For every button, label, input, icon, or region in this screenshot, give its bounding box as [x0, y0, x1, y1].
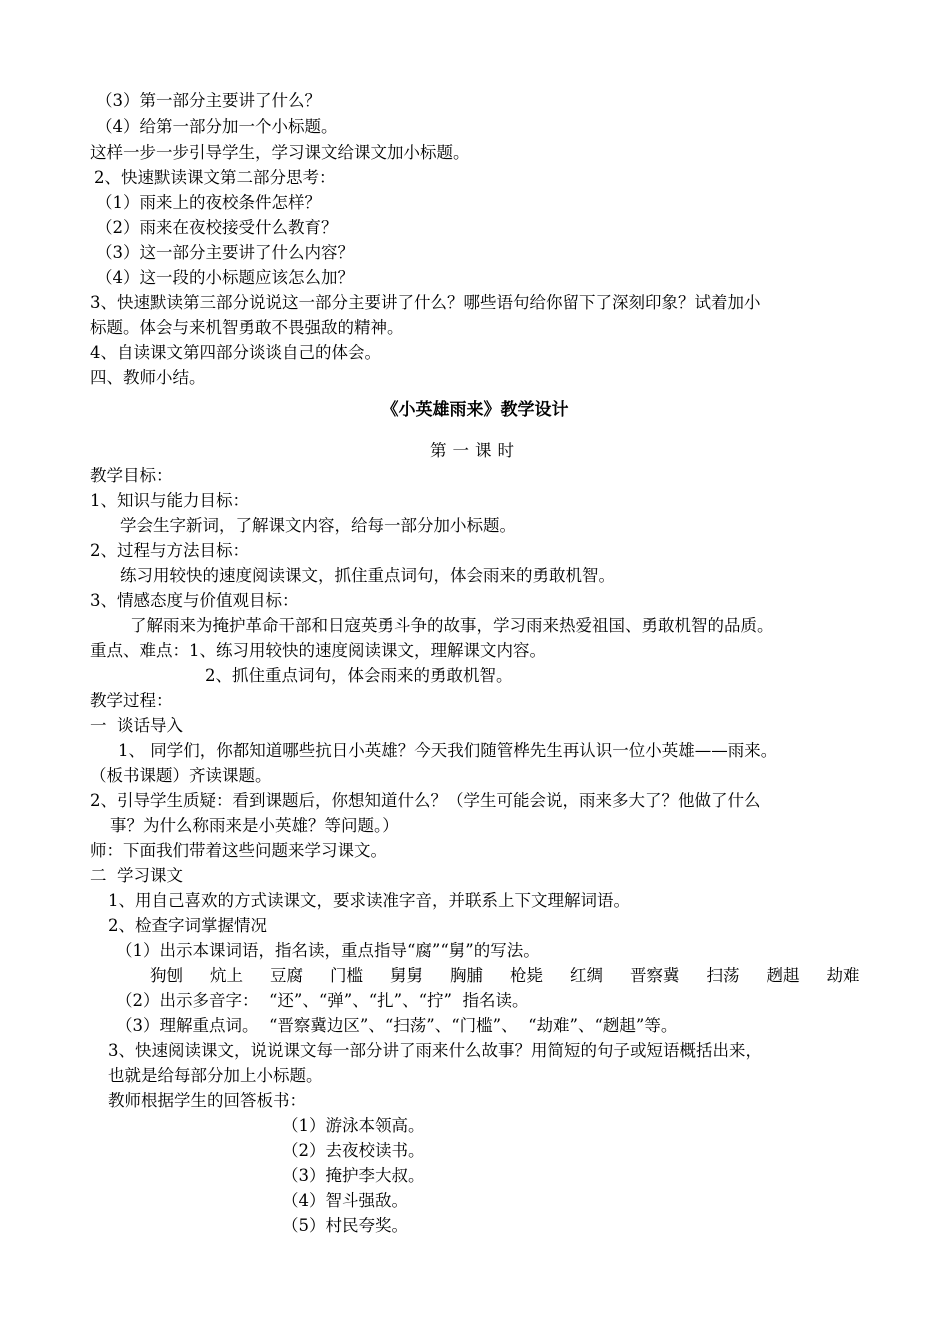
vocab-word: 胸脯 — [450, 966, 483, 985]
text-line: 学会生字新词，了解课文内容，给每一部分加小标题。 — [120, 516, 516, 535]
text-line: （3）第一部分主要讲了什么？ — [96, 91, 321, 110]
text-line: 标题。体会与来机智勇敢不畏强敌的精神。 — [90, 318, 404, 337]
vocab-word: 红绸 — [570, 966, 603, 985]
text-line: 2、过程与方法目标： — [90, 541, 249, 560]
text-line: （2）雨来在夜校接受什么教育？ — [96, 218, 338, 237]
document-title: 《小英雄雨来》教学设计 — [381, 400, 569, 420]
section-heading: 二 学习课文 — [90, 866, 183, 885]
text-line: 了解雨来为掩护革命干部和日寇英勇斗争的故事，学习雨来热爱祖国、勇敢机智的品质。 — [130, 616, 774, 635]
text-line: 练习用较快的速度阅读课文，抓住重点词句，体会雨来的勇敢机智。 — [120, 566, 615, 585]
text-line: 这样一步一步引导学生，学习课文给课文加小标题。 — [90, 143, 470, 162]
text-line: （1）出示本课词语，指名读，重点指导“腐”“舅”的写法。 — [116, 941, 540, 960]
text-line: 师：下面我们带着这些问题来学习课文。 — [90, 841, 387, 860]
vocab-word: 晋察冀 — [630, 966, 680, 985]
text-line: 4、自读课文第四部分谈谈自己的体会。 — [90, 343, 381, 362]
text-line: （3）这一部分主要讲了什么内容？ — [96, 243, 354, 262]
text-line: （3）理解重点词。 “晋察冀边区”、“扫荡”、“门槛”、 “劫难”、“趔趄”等。 — [116, 1016, 678, 1035]
vocab-word: 舅舅 — [390, 966, 423, 985]
lesson-subtitle: 第一课时 — [430, 441, 520, 460]
text-line: （4）这一段的小标题应该怎么加？ — [96, 268, 354, 287]
vocab-word: 狗刨 — [150, 966, 183, 985]
text-line: 重点、难点：1、练习用较快的速度阅读课文，理解课文内容。 — [90, 641, 546, 660]
text-line: 四、教师小结。 — [90, 368, 206, 387]
text-line: 2、检查字词掌握情况 — [108, 916, 267, 935]
text-line: 1、 同学们，你都知道哪些抗日小英雄？今天我们随管桦先生再认识一位小英雄——雨来。 — [118, 741, 778, 760]
text-line: 1、用自己喜欢的方式读课文，要求读准字音，并联系上下文理解词语。 — [108, 891, 630, 910]
text-line: 2、快速默读课文第二部分思考： — [94, 168, 336, 187]
text-line: （板书课题）齐读课题。 — [90, 766, 272, 785]
text-line: 3、快速默读第三部分说说这一部分主要讲了什么？哪些语句给你留下了深刻印象？试着加小 — [90, 293, 761, 312]
section-heading: 教学目标： — [90, 466, 173, 485]
text-line: 2、抓住重点词句，体会雨来的勇敢机智。 — [205, 666, 513, 685]
text-line: （1）雨来上的夜校条件怎样？ — [96, 193, 321, 212]
text-line: 事？为什么称雨来是小英雄？等问题。） — [110, 816, 399, 835]
text-line: 教师根据学生的回答板书： — [108, 1091, 306, 1110]
board-item: （1）游泳本领高。 — [282, 1116, 425, 1135]
board-item: （3）掩护李大叔。 — [282, 1166, 425, 1185]
vocab-word: 趔趄 — [766, 966, 800, 985]
text-line: 1、知识与能力目标： — [90, 491, 249, 510]
board-item: （2）去夜校读书。 — [282, 1141, 425, 1160]
vocab-word: 炕上 — [210, 966, 243, 985]
vocab-word: 豆腐 — [270, 966, 303, 985]
text-line: 3、情感态度与价值观目标： — [90, 591, 299, 610]
vocab-word: 扫荡 — [706, 966, 740, 985]
text-line: 2、引导学生质疑：看到课题后，你想知道什么？（学生可能会说，雨来多大了？他做了什么 — [90, 791, 761, 810]
board-item: （5）村民夸奖。 — [282, 1216, 408, 1235]
board-item: （4）智斗强敌。 — [282, 1191, 408, 1210]
section-heading: 一 谈话导入 — [90, 716, 183, 735]
vocabulary-list — [150, 965, 860, 987]
text-line: （2）出示多音字： “还”、“弹”、“扎”、“拧” 指名读。 — [116, 991, 529, 1010]
text-line: 3、快速阅读课文，说说课文每一部分讲了雨来什么故事？用简短的句子或短语概括出来， — [108, 1041, 762, 1060]
vocab-word: 枪毙 — [510, 966, 543, 985]
vocab-word: 门槛 — [330, 966, 363, 985]
text-line: （4）给第一部分加一个小标题。 — [96, 117, 338, 136]
text-line: 也就是给每部分加上小标题。 — [108, 1066, 323, 1085]
section-heading: 教学过程： — [90, 691, 173, 710]
vocab-word: 劫难 — [826, 966, 860, 985]
